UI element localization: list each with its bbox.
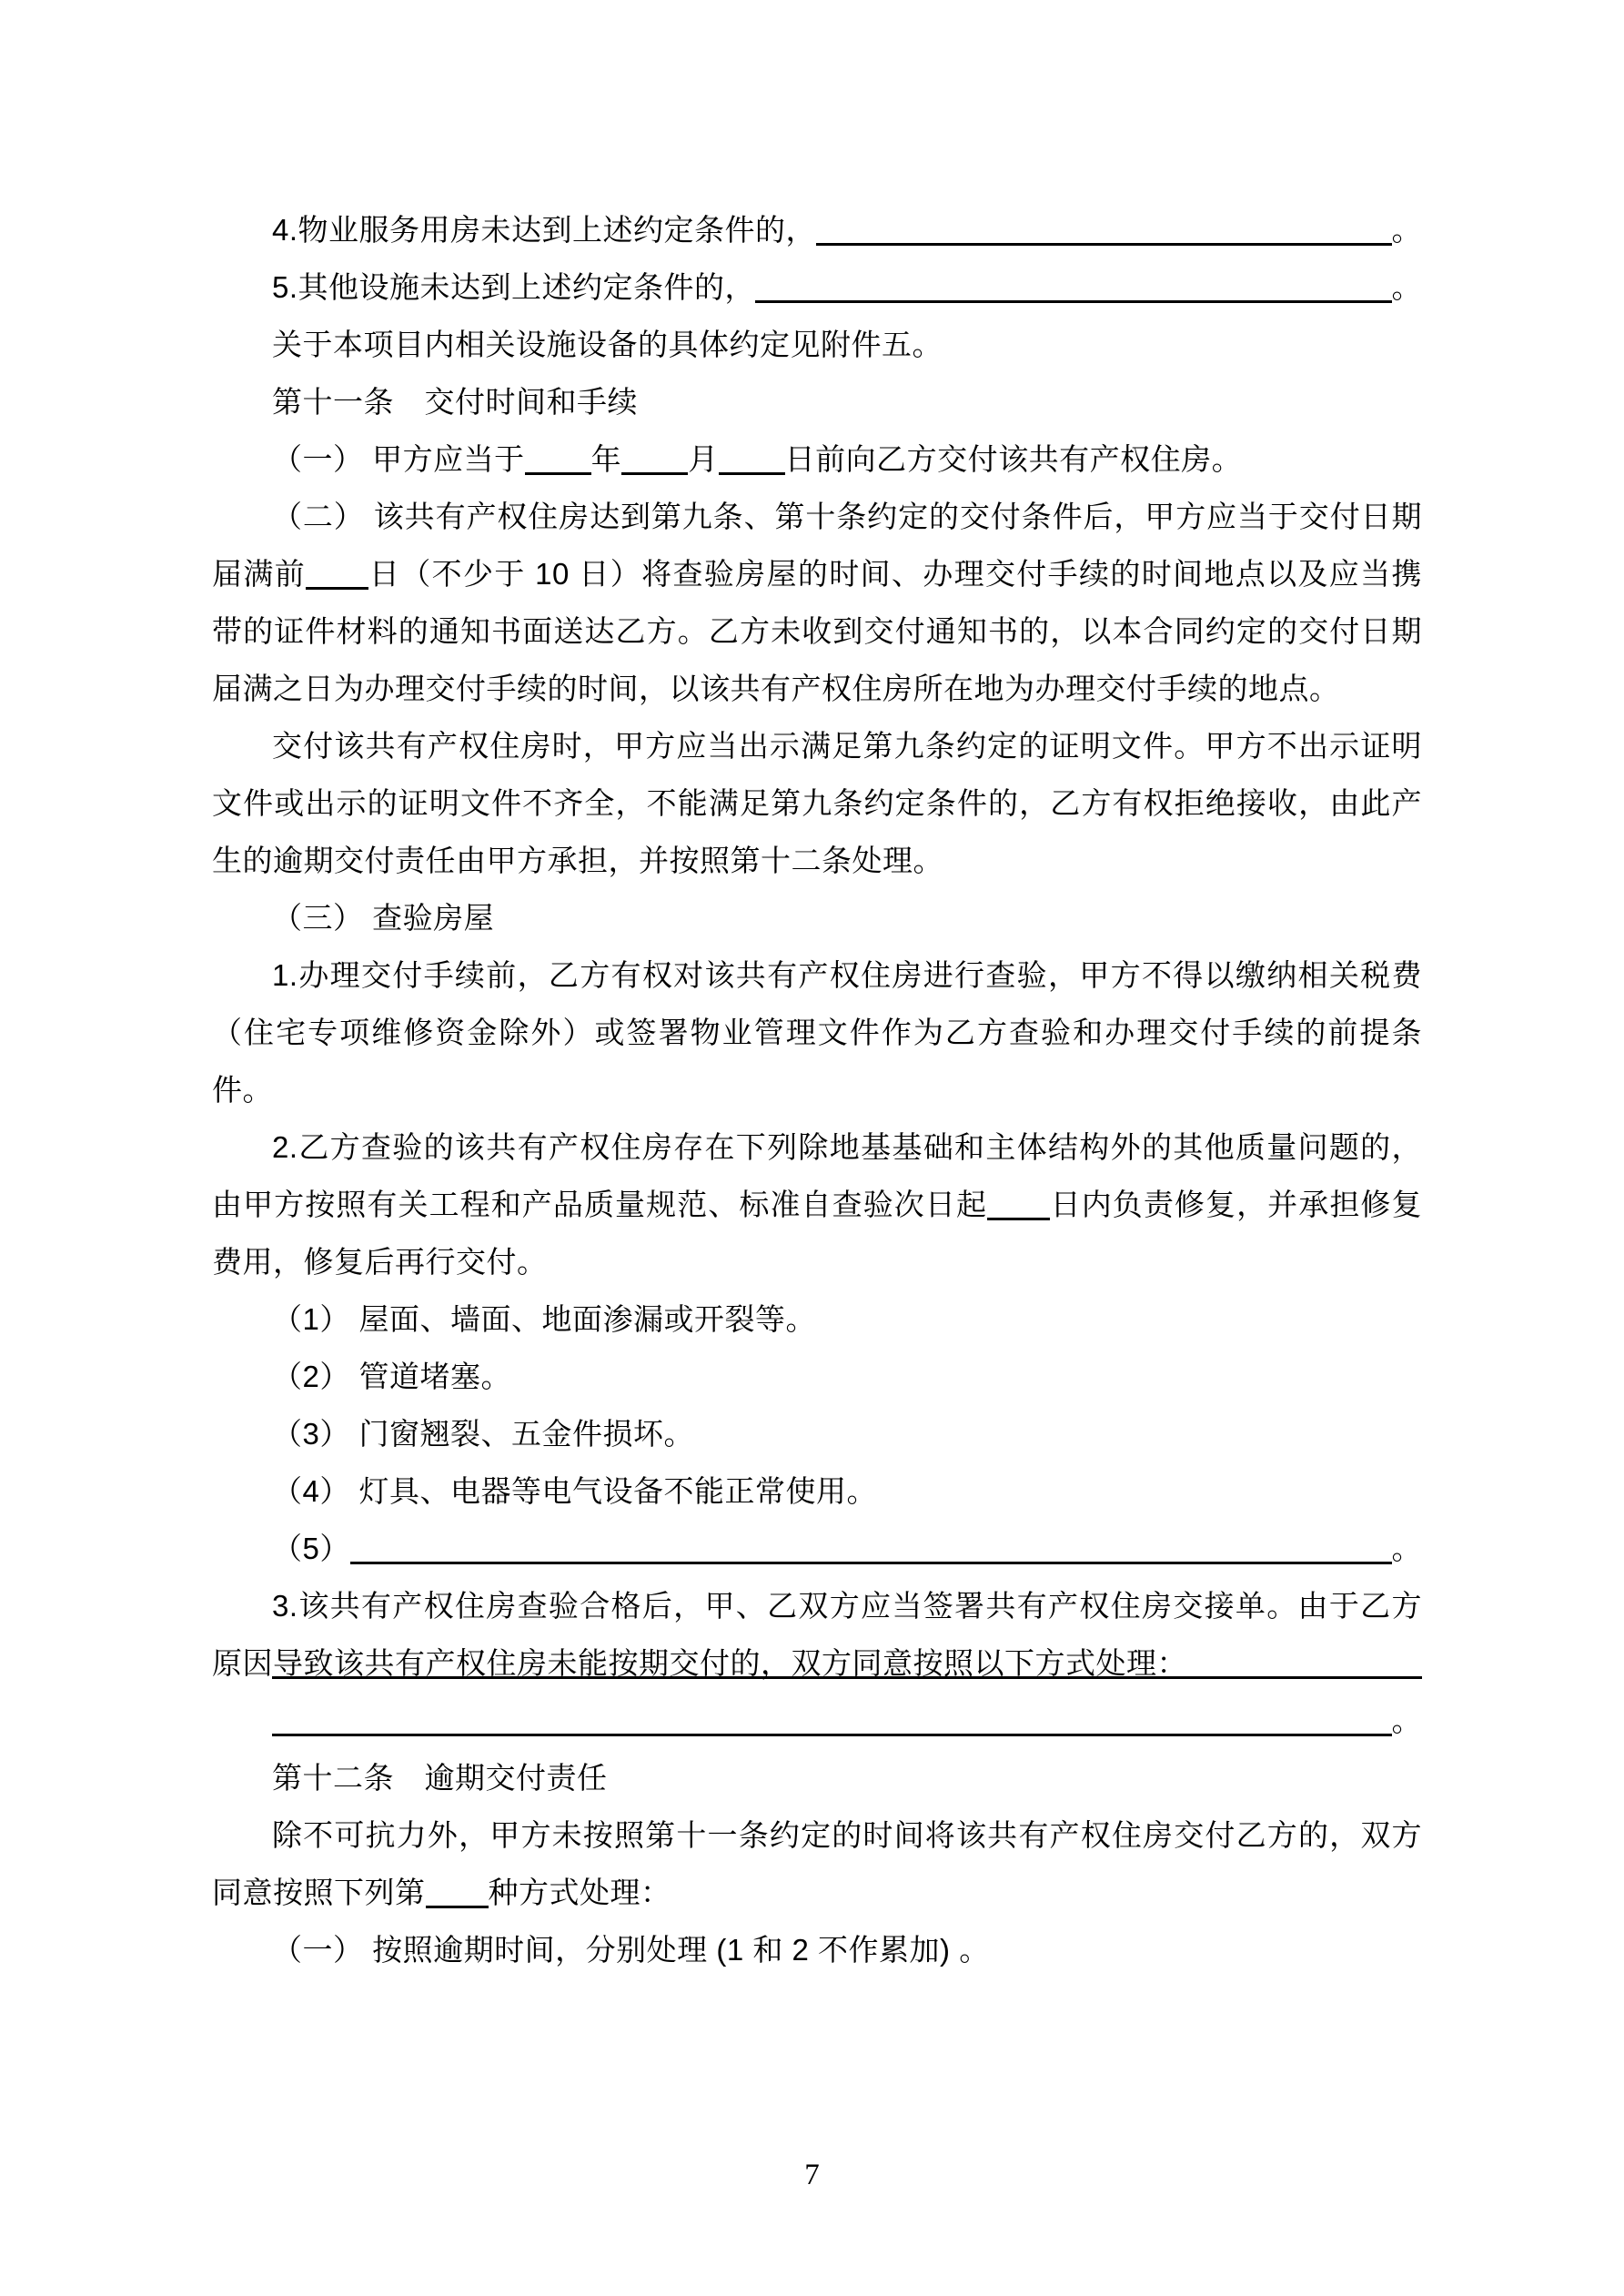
contract-body: [212, 201, 1422, 1978]
blank-underline: [816, 201, 1391, 258]
text-run: 日（不少于 10 日）将查验房屋的时间、办理交付手续的时间地点以及应当携带的证件材料的通知书面送达乙方。乙方未收到交付通知书的，以本合同约定的交付日期届满之日为办理交付手续的时间，以该共有产权住房所在地为办理交付手续的地点。: [212, 557, 1423, 705]
fill-in-line: [212, 1692, 1422, 1749]
fill-in-line: [212, 258, 1422, 316]
text-run: （三） 查验房屋: [272, 901, 495, 935]
paragraph: [212, 316, 1422, 373]
text-run: 种方式处理：: [488, 1876, 671, 1909]
paragraph: [212, 1577, 1422, 1692]
paragraph: [212, 430, 1422, 488]
section-heading: [212, 1749, 1422, 1806]
text-run: 除不可抗力外，甲方未按照第十一条约定的时间将该共有产权住房交付乙方的，双方同意按照下列第: [212, 1818, 1422, 1909]
blank-field: [987, 1218, 1050, 1220]
text-run: 交付该共有产权住房时，甲方应当出示满足第九条约定的证明文件。甲方不出示证明文件或出示的证明文件不齐全，不能满足第九条约定条件的，乙方有权拒绝接收，由此产生的逾期交付责任由甲方承担，并按照第十二条处理。: [212, 729, 1422, 877]
line-text: （5）: [272, 1532, 350, 1565]
blank-underline: [755, 258, 1391, 316]
text-run: 1.办理交付手续前，乙方有权对该共有产权住房进行查验，甲方不得以缴纳相关税费（住宅专项维修资金除外）或签署物业管理文件作为乙方查验和办理交付手续的前提条件。: [212, 958, 1422, 1107]
text-run: 日内负责修复，并承担修复费用，修复后再行交付。: [212, 1188, 1423, 1279]
text-run: 关于本项目内相关设施设备的具体约定见附件五。: [272, 328, 943, 361]
paragraph: [212, 946, 1422, 1118]
text-run: 年: [590, 442, 622, 476]
paragraph: [212, 889, 1422, 946]
blank-underline: [272, 1692, 1392, 1749]
paragraph: [212, 1118, 1422, 1290]
blank-field: [621, 472, 688, 475]
line-end-punctuation: 。: [1391, 213, 1422, 247]
paragraph: [212, 1290, 1422, 1348]
paragraph: [212, 1462, 1422, 1520]
text-run: （4） 灯具、电器等电气设备不能正常使用。: [272, 1474, 878, 1508]
text-run: 2.乙方查验的该共有产权住房存在下列除地基基础和主体结构外的其他质量问题的，由甲方按照有关工程和产品质量规范、标准自查验次日起: [212, 1130, 1422, 1221]
text-run: 月: [688, 442, 719, 476]
blank-field: [719, 472, 785, 475]
text-run: 3.该共有产权住房查验合格后，甲、乙双方应当签署共有产权住房交接单。由于乙方原因导致该共有产权住房未能按期交付的，双方同意按照以下方式处理：: [212, 1589, 1422, 1680]
fill-in-line: [212, 1520, 1422, 1577]
text-run: （1） 屋面、墙面、地面渗漏或开裂等。: [272, 1302, 817, 1336]
text-run: 第十二条 逾期交付责任: [272, 1761, 608, 1795]
line-end-punctuation: 。: [1391, 1532, 1422, 1565]
text-run: 日前向乙方交付该共有产权住房。: [784, 442, 1243, 476]
blank-field: [426, 1906, 489, 1908]
paragraph: [212, 1348, 1422, 1405]
paragraph: [212, 1921, 1422, 1978]
section-heading: [212, 373, 1422, 430]
text-run: （一） 按照逾期时间，分别处理 (1 和 2 不作累加) 。: [272, 1933, 990, 1967]
line-end-punctuation: 。: [1391, 1704, 1422, 1737]
line-text: 5.其他设施未达到上述约定条件的，: [272, 270, 756, 304]
text-run: 第十一条 交付时间和手续: [272, 385, 638, 419]
text-run: （2） 管道堵塞。: [272, 1360, 512, 1393]
text-run: （二） 该共有产权住房达到第九条、第十条约定的交付条件后，甲方应当于交付日期届满前: [212, 500, 1422, 591]
line-text: 4.物业服务用房未达到上述约定条件的，: [272, 213, 817, 247]
blank-field: [525, 472, 591, 475]
text-run: （3） 门窗翘裂、五金件损坏。: [272, 1417, 695, 1451]
paragraph: [212, 717, 1422, 889]
text-run: （一） 甲方应当于: [272, 442, 525, 476]
paragraph: [212, 488, 1422, 717]
page-number: 7: [804, 2159, 820, 2191]
paragraph: [212, 1806, 1422, 1921]
blank-underline: [350, 1520, 1392, 1577]
line-end-punctuation: 。: [1391, 270, 1422, 304]
blank-field: [306, 587, 368, 590]
fill-in-line: [212, 201, 1422, 258]
paragraph: [212, 1405, 1422, 1462]
